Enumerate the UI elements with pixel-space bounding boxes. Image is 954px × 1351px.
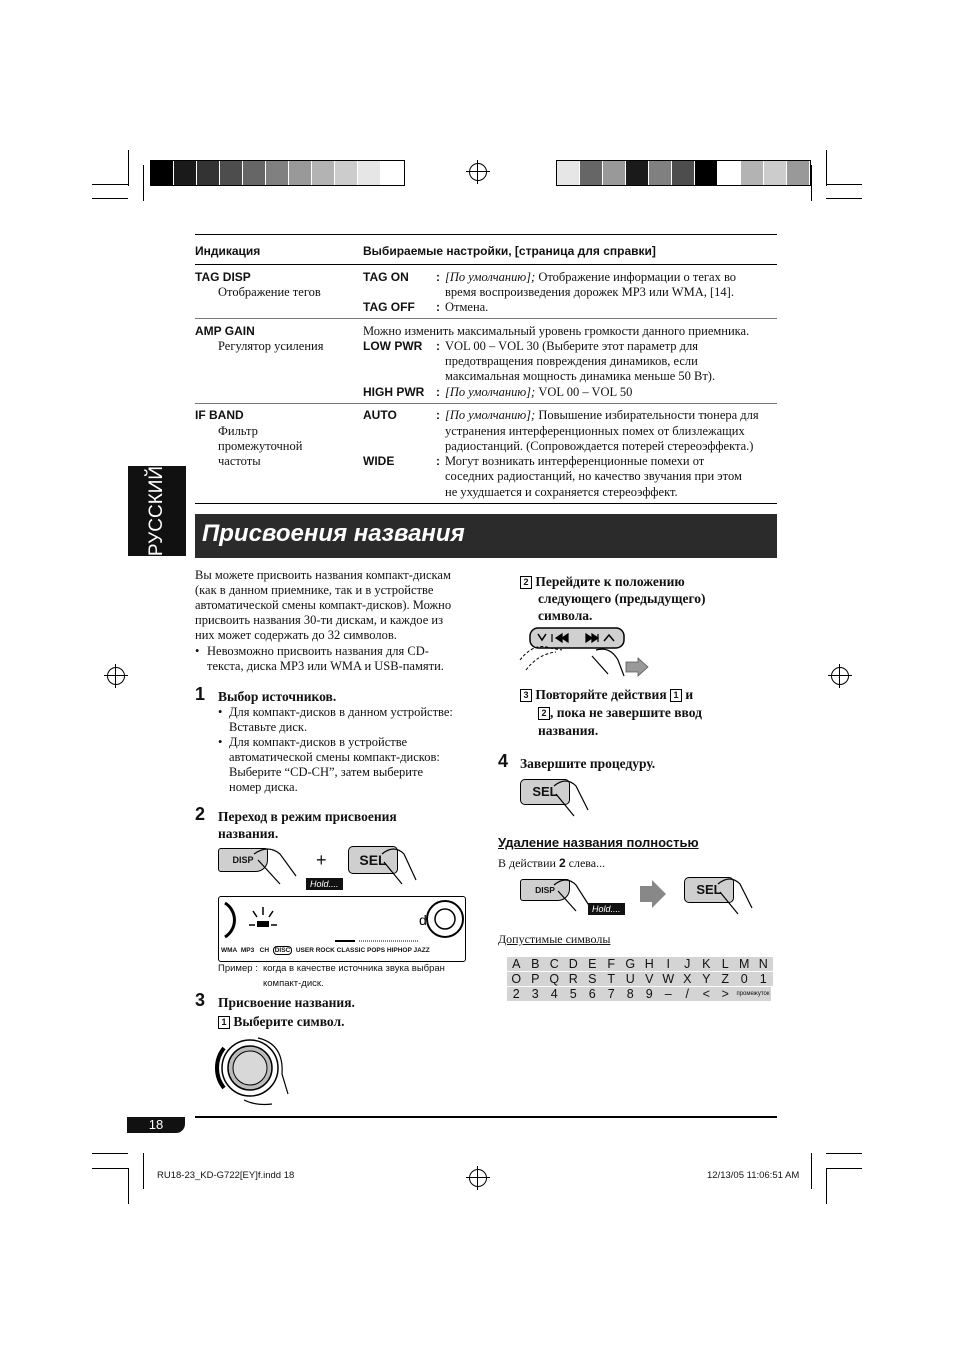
chars-row: [507, 972, 773, 987]
color-swatch: [220, 161, 243, 185]
char-cell: H: [640, 957, 659, 971]
char-cell: 9: [640, 987, 659, 1001]
setting-desc: [По умолчанию]; Повышение избирательности тюнера для: [445, 408, 759, 422]
char-cell: 7: [602, 987, 621, 1001]
example-text: компакт-диск.: [263, 978, 324, 989]
registration-mark-icon: [107, 667, 125, 685]
sel-button[interactable]: SEL: [520, 779, 570, 805]
section-title: Присвоения названия: [202, 520, 465, 547]
control-dial-icon[interactable]: [212, 1034, 292, 1108]
color-swatch: [787, 161, 810, 185]
disp-button[interactable]: DISP: [218, 848, 268, 872]
color-swatch: [672, 161, 695, 185]
plus-sign: +: [316, 850, 327, 870]
color-swatch: [358, 161, 381, 185]
table-row-key: TAG DISP: [195, 270, 251, 284]
footer-timestamp: 12/13/05 11:06:51 AM: [707, 1170, 800, 1181]
color-swatch: [580, 161, 603, 185]
color-swatch: [764, 161, 787, 185]
color-bar-left: [150, 160, 405, 186]
setting-desc: устранения интерференционных помех от близлежащих: [445, 424, 745, 438]
table-row-key: AMP GAIN: [195, 324, 255, 338]
hold-label: Hold....: [588, 903, 625, 915]
setting-desc: [По умолчанию]; Отображение информации о тегах во: [445, 270, 737, 284]
color-swatch: [557, 161, 580, 185]
char-cell: Y: [697, 972, 716, 986]
char-cell: <: [697, 987, 716, 1001]
char-cell: /: [678, 987, 697, 1001]
char-cell: J: [678, 957, 697, 971]
char-cell: U: [621, 972, 640, 986]
setting-desc: предотвращения повреждения динамиков, если: [445, 354, 698, 368]
char-cell: A: [507, 957, 526, 971]
char-cell: Z: [716, 972, 735, 986]
table-row-desc: Фильтр: [218, 424, 258, 438]
setting-desc: Отмена.: [445, 300, 489, 314]
char-cell: R: [564, 972, 583, 986]
example-label: Пример :: [218, 963, 258, 974]
char-cell: K: [697, 957, 716, 971]
color-swatch: [741, 161, 764, 185]
char-cell: >: [716, 987, 735, 1001]
skip-buttons-illustration[interactable]: [516, 624, 652, 678]
section-title-banner: [195, 514, 777, 558]
finger-press-icon: [550, 778, 590, 818]
delete-subtext: В действии 2 слева...: [498, 856, 606, 870]
delete-heading: Удаление названия полностью: [498, 835, 699, 850]
char-cell: промежуток: [735, 987, 771, 1001]
color-swatch: [695, 161, 718, 185]
color-bar-right: [556, 160, 811, 186]
setting-key: HIGH PWR: [363, 385, 425, 399]
color-swatch: [381, 161, 404, 185]
char-cell: 5: [564, 987, 583, 1001]
page-number: 18: [127, 1117, 185, 1133]
registration-mark-icon: [469, 1169, 487, 1187]
char-cell: 2: [507, 987, 526, 1001]
char-cell: I: [659, 957, 678, 971]
setting-key: TAG ON: [363, 270, 409, 284]
setting-desc: время воспроизведения дорожек MP3 или WMA, [14].: [445, 285, 734, 299]
finger-press-icon: [714, 876, 754, 916]
color-swatch: [243, 161, 266, 185]
setting-key: WIDE: [363, 454, 395, 468]
color-swatch: [197, 161, 220, 185]
char-cell: D: [564, 957, 583, 971]
table-header-settings: Выбираемые настройки, [страница для справки]: [363, 244, 656, 258]
color-swatch: [312, 161, 335, 185]
color-swatch: [603, 161, 626, 185]
char-cell: T: [602, 972, 621, 986]
disp-button[interactable]: DISP: [520, 879, 570, 901]
table-header-indication: Индикация: [195, 244, 261, 258]
sel-button[interactable]: SEL: [684, 877, 734, 903]
char-cell: E: [583, 957, 602, 971]
char-cell: S: [583, 972, 602, 986]
color-swatch: [266, 161, 289, 185]
table-row-desc: Отображение тегов: [218, 285, 321, 299]
chars-heading: Допустимые символы: [498, 932, 611, 946]
char-cell: M: [735, 957, 754, 971]
finger-press-icon: [378, 846, 418, 886]
color-swatch: [289, 161, 312, 185]
char-cell: L: [716, 957, 735, 971]
registration-mark-icon: [831, 667, 849, 685]
setting-desc: VOL 00 – VOL 30 (Выберите этот параметр для: [445, 339, 698, 353]
color-swatch: [649, 161, 672, 185]
setting-key: AUTO: [363, 408, 397, 422]
char-cell: V: [640, 972, 659, 986]
page-bottom-rule: [195, 1116, 777, 1118]
setting-desc: соседних радиостанций, но качество звучания при этом: [445, 469, 742, 483]
char-cell: X: [678, 972, 697, 986]
hold-label: Hold....: [306, 878, 343, 890]
color-swatch: [626, 161, 649, 185]
arrow-right-icon: [638, 878, 668, 910]
char-cell: 8: [621, 987, 640, 1001]
setting-key: TAG OFF: [363, 300, 415, 314]
color-swatch: [151, 161, 174, 185]
table-row-desc: промежуточной: [218, 439, 303, 453]
example-text: когда в качестве источника звука выбран: [263, 963, 445, 974]
setting-desc: Могут возникать интерференционные помехи от: [445, 454, 705, 468]
table-row-key: IF BAND: [195, 408, 244, 422]
setting-intro: Можно изменить максимальный уровень громкости данного приемника.: [363, 324, 750, 338]
color-swatch: [174, 161, 197, 185]
footer-file: RU18-23_KD-G722[EY]f.indd 18: [157, 1170, 295, 1181]
char-cell: 0: [735, 972, 754, 986]
setting-desc: радиостанций. (Сопровождается потерей стереоэффекта.): [445, 439, 754, 453]
lcd-display: d WMA MP3 CH DISC USER ROCK CLASSIC POPS HIPHOP JAZZ: [218, 896, 466, 962]
char-cell: 1: [754, 972, 773, 986]
char-cell: W: [659, 972, 678, 986]
color-swatch: [335, 161, 358, 185]
char-cell: N: [754, 957, 773, 971]
finger-press-icon: [250, 846, 300, 886]
char-cell: 4: [545, 987, 564, 1001]
setting-desc: максимальная мощность динамика меньше 50 Вт).: [445, 369, 716, 383]
char-cell: 3: [526, 987, 545, 1001]
setting-desc: [По умолчанию]; VOL 00 – VOL 50: [445, 385, 633, 399]
table-row-desc: Регулятор усиления: [218, 339, 324, 353]
setting-key: LOW PWR: [363, 339, 423, 353]
table-row-desc: частоты: [218, 454, 261, 468]
svg-text:d: d: [419, 912, 427, 928]
char-cell: O: [507, 972, 526, 986]
registration-mark-icon: [469, 163, 487, 181]
setting-desc: не ухудшается и сохраняется стереоэффект.: [445, 485, 678, 499]
char-cell: Q: [545, 972, 564, 986]
chars-grid: [507, 957, 773, 1002]
char-cell: P: [526, 972, 545, 986]
char-cell: F: [602, 957, 621, 971]
char-cell: 6: [583, 987, 602, 1001]
color-swatch: [718, 161, 741, 185]
sel-button[interactable]: SEL: [348, 846, 398, 874]
char-cell: –: [659, 987, 678, 1001]
chars-row: [507, 957, 773, 972]
language-tab: РУССКИЙ: [128, 466, 186, 556]
char-cell: B: [526, 957, 545, 971]
char-cell: G: [621, 957, 640, 971]
chars-row: [507, 987, 773, 1002]
char-cell: C: [545, 957, 564, 971]
